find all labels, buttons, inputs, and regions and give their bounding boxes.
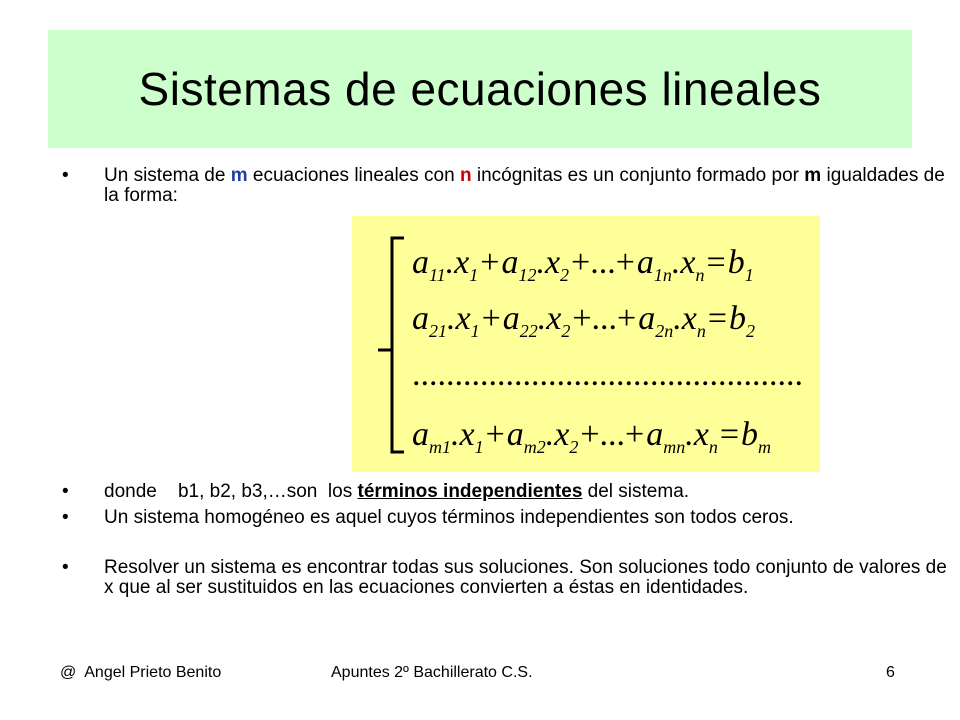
equation-row-1: $a_{11}.x_1+a_{12}.x_2+...+a_{1n}.x_n=b_1$ — [412, 244, 754, 285]
footer-course: Apuntes 2º Bachillerato C.S. — [331, 664, 533, 681]
bullet-marker: • — [62, 507, 69, 528]
equation-row-2: $a_{21}.x_1+a_{22}.x_2+...+a_{2n}.x_n=b_2$ — [412, 300, 756, 341]
equation-ellipsis-row: .............................................. — [412, 356, 803, 393]
text: Resolver un sistema es encontrar todas sus soluciones. Son soluciones todo conjunto de valores de x que al ser sustituidos en las ecuaciones convierten a éstas en identidades. — [104, 557, 947, 598]
footer-page-number: 6 — [886, 664, 895, 681]
text: del sistema. — [582, 481, 690, 502]
equation-system-box — [352, 216, 820, 472]
term-highlight: términos independientes — [357, 481, 583, 502]
text: igualdades de la forma: — [104, 165, 945, 206]
footer-author: @ Angel Prieto Benito — [60, 664, 222, 681]
slide-title: Sistemas de ecuaciones lineales — [138, 63, 822, 115]
text: ecuaciones lineales con — [247, 165, 460, 186]
bullet-definition — [60, 166, 954, 206]
equation-row-m: $a_{m1}.x_1+a_{m2}.x_2+...+a_{mn}.x_n=b_m$ — [412, 416, 772, 457]
bullet-independent-terms — [60, 482, 954, 502]
text: incógnitas es un conjunto formado por — [471, 165, 805, 186]
bullet-marker: • — [62, 557, 69, 578]
m-bold: m — [804, 165, 822, 186]
bullet-homogeneous — [60, 508, 954, 528]
bullet-solve — [60, 558, 954, 598]
text: Un sistema homogéneo es aquel cuyos términos independientes son todos ceros. — [104, 507, 794, 528]
text: donde b1, b2, b3,…son los — [104, 481, 358, 502]
bullet-marker: • — [62, 165, 69, 186]
m-highlight: m — [230, 165, 248, 186]
bullet-marker: • — [62, 481, 69, 502]
n-highlight: n — [459, 165, 472, 186]
text: Un sistema de — [104, 165, 231, 186]
title-band — [48, 30, 912, 148]
